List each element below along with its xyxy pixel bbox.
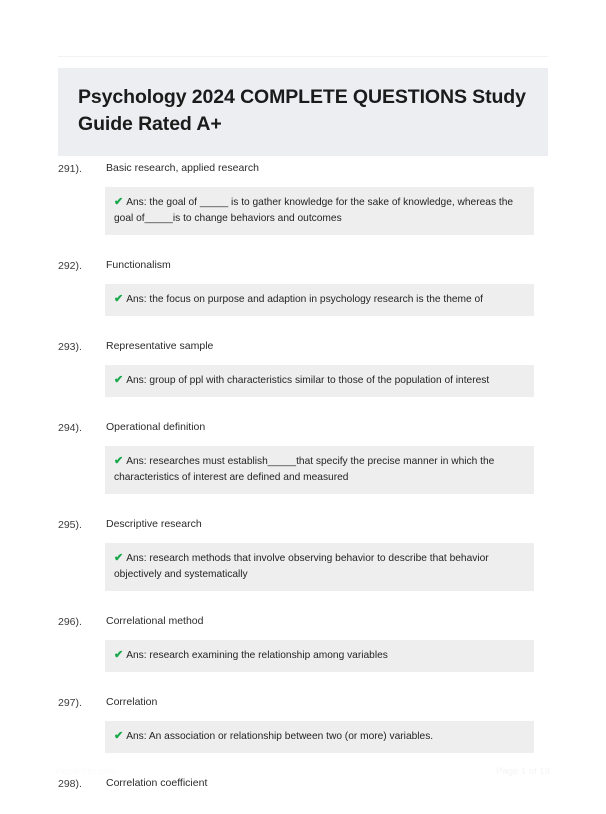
question-text: Correlation coefficient bbox=[106, 777, 208, 789]
page-title: Psychology 2024 COMPLETE QUESTIONS Study Guide Rated A+ bbox=[78, 86, 526, 135]
check-icon: ✔ bbox=[114, 730, 124, 742]
question-row bbox=[0, 613, 606, 630]
answer-text-line bbox=[114, 372, 525, 389]
question-number: 298). bbox=[58, 778, 82, 790]
check-icon: ✔ bbox=[114, 552, 124, 564]
question-text: Functionalism bbox=[106, 259, 171, 271]
qa-block bbox=[0, 613, 606, 672]
check-icon: ✔ bbox=[114, 455, 124, 467]
check-icon: ✔ bbox=[114, 649, 124, 661]
answer-text-line bbox=[114, 194, 525, 227]
question-text: Operational definition bbox=[106, 421, 206, 433]
question-row bbox=[0, 694, 606, 711]
answer-text: Ans: the focus on purpose and adaption in psychology research is the theme of bbox=[126, 294, 484, 305]
question-row bbox=[0, 338, 606, 355]
document-title-block bbox=[58, 68, 548, 156]
answer-text-line bbox=[114, 647, 525, 664]
check-icon: ✔ bbox=[114, 293, 124, 305]
questions-list bbox=[0, 160, 606, 814]
check-icon: ✔ bbox=[114, 196, 124, 208]
page-footer bbox=[0, 756, 606, 800]
question-row bbox=[0, 160, 606, 177]
answer-box bbox=[105, 446, 534, 494]
answer-box bbox=[105, 284, 534, 316]
question-number: 291). bbox=[58, 163, 82, 175]
answer-box bbox=[105, 721, 534, 753]
answer-box bbox=[105, 640, 534, 672]
answer-text: Ans: research methods that involve observing behavior to describe that behavior objectively and systematically bbox=[114, 553, 489, 580]
question-row bbox=[0, 516, 606, 533]
answer-text: Ans: the goal of _____ is to gather knowledge for the sake of knowledge, whereas the goal of_____is to change behaviors and outcomes bbox=[114, 197, 514, 224]
answer-text: Ans: group of ppl with characteristics similar to those of the population of interest bbox=[126, 375, 490, 386]
answer-text-line bbox=[114, 453, 525, 486]
question-text: Correlational method bbox=[106, 615, 204, 627]
answer-text: Ans: research examining the relationship among variables bbox=[126, 650, 388, 661]
question-number: 297). bbox=[58, 697, 82, 709]
header-divider bbox=[58, 56, 548, 57]
question-row bbox=[0, 419, 606, 436]
question-number: 292). bbox=[58, 260, 82, 272]
qa-block bbox=[0, 516, 606, 591]
footer-watermark: PaperStic.com bbox=[56, 766, 118, 776]
answer-text-line bbox=[114, 291, 525, 308]
question-text: Representative sample bbox=[106, 340, 214, 352]
answer-text-line bbox=[114, 728, 525, 745]
qa-block bbox=[0, 419, 606, 494]
qa-block bbox=[0, 257, 606, 316]
question-text: Correlation bbox=[106, 696, 158, 708]
answer-box bbox=[105, 543, 534, 591]
question-number: 296). bbox=[58, 616, 82, 628]
question-text: Descriptive research bbox=[106, 518, 202, 530]
question-row bbox=[0, 257, 606, 274]
question-number: 294). bbox=[58, 422, 82, 434]
question-text: Basic research, applied research bbox=[106, 162, 259, 174]
answer-text: Ans: An association or relationship between two (or more) variables. bbox=[126, 731, 434, 742]
answer-text-line bbox=[114, 550, 525, 583]
answer-box bbox=[105, 187, 534, 235]
qa-block bbox=[0, 338, 606, 397]
page-number-label: Page 1 of 19 bbox=[496, 766, 550, 777]
answer-text: Ans: researches must establish_____that specify the precise manner in which the characteristics of interest are defined and measured bbox=[114, 456, 495, 483]
check-icon: ✔ bbox=[114, 374, 124, 386]
answer-box bbox=[105, 365, 534, 397]
qa-block bbox=[0, 160, 606, 235]
question-number: 293). bbox=[58, 341, 82, 353]
qa-block bbox=[0, 694, 606, 753]
question-number: 295). bbox=[58, 519, 82, 531]
